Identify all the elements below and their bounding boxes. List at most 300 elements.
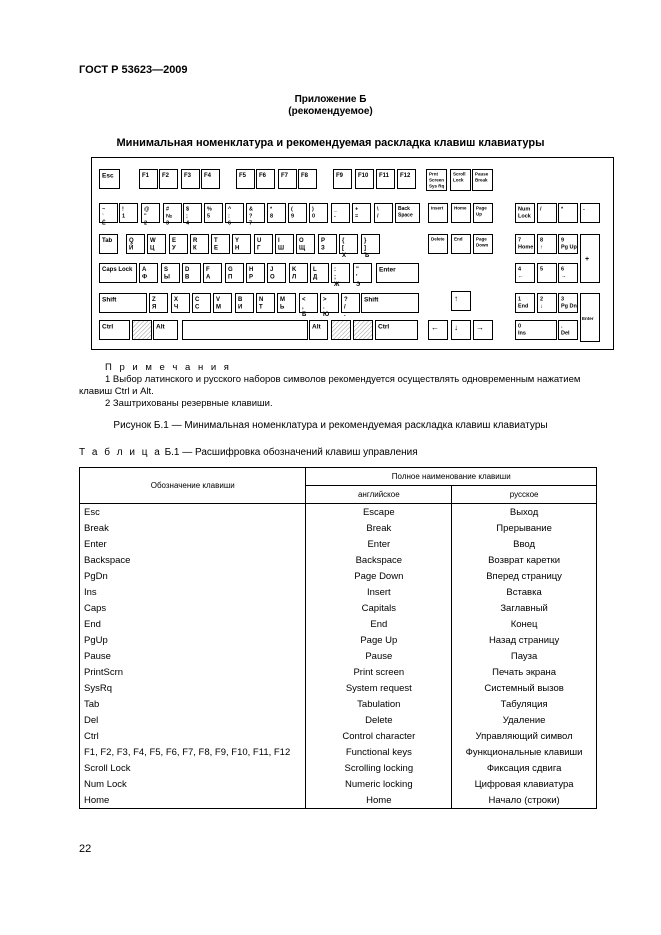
svg-text:Shift: Shift xyxy=(364,296,379,304)
svg-text:]: ] xyxy=(364,245,366,252)
svg-text:?: ? xyxy=(249,213,253,220)
reserved-key xyxy=(133,321,152,340)
svg-text:M: M xyxy=(280,297,285,303)
svg-text:Ц: Ц xyxy=(150,245,155,252)
function-key xyxy=(237,170,255,189)
english-cell: Page Up xyxy=(306,632,452,648)
svg-text:Home: Home xyxy=(454,205,467,211)
russian-cell: Конец xyxy=(452,616,597,632)
english-cell: Print screen xyxy=(306,664,452,680)
svg-text:Sys Rq: Sys Rq xyxy=(429,183,445,189)
letter-key xyxy=(276,235,294,254)
numpad-key xyxy=(516,235,535,254)
key-cell: Ctrl xyxy=(80,728,306,744)
svg-text:Q: Q xyxy=(129,238,134,244)
key-cell: Break xyxy=(80,520,306,536)
english-cell: Backspace xyxy=(306,552,452,568)
function-key xyxy=(182,170,200,189)
table-row xyxy=(80,792,597,809)
key-cell: PrintScrn xyxy=(80,664,306,680)
russian-cell: Заглавный xyxy=(452,600,597,616)
svg-text:↑: ↑ xyxy=(540,244,543,251)
note-1-line-1: 1 Выбор латинского и русского наборов символов рекомендуется осуществлять одновременным нажатием xyxy=(105,374,581,385)
svg-text:#: # xyxy=(166,206,170,213)
digit-key xyxy=(268,204,286,223)
navigation-key xyxy=(452,204,471,223)
svg-text:F11: F11 xyxy=(379,173,390,179)
english-cell: Capitals xyxy=(306,600,452,616)
numpad-key xyxy=(516,204,535,223)
letter-key xyxy=(290,264,308,283)
svg-text:Ё: Ё xyxy=(102,220,106,227)
page-number: 22 xyxy=(79,843,92,855)
svg-text:Back: Back xyxy=(398,206,410,212)
letter-key xyxy=(183,264,201,283)
svg-text:": " xyxy=(356,267,359,273)
russian-cell: Функциональные клавиши xyxy=(452,744,597,760)
svg-text:R: R xyxy=(193,238,198,244)
function-key xyxy=(140,170,158,189)
letter-key xyxy=(214,294,232,313)
navigation-key xyxy=(474,235,493,254)
digit-key xyxy=(289,204,307,223)
svg-text:Lock: Lock xyxy=(518,213,531,220)
key-cell: PgDn xyxy=(80,568,306,584)
numpad-key xyxy=(516,294,535,313)
arrow-right-key xyxy=(474,321,493,340)
svg-text:}: } xyxy=(364,238,367,244)
numpad-plus-label: + xyxy=(585,256,590,263)
table-caption-prefix: Т а б л и ц а xyxy=(79,447,162,458)
svg-text:И: И xyxy=(238,304,243,311)
digit-key xyxy=(332,204,350,223)
svg-text:&: & xyxy=(249,206,253,213)
svg-text:Pg Up: Pg Up xyxy=(561,244,577,251)
russian-cell: Вставка xyxy=(452,584,597,600)
svg-text:X: X xyxy=(174,297,179,303)
keyboard-layout-figure xyxy=(91,157,614,350)
svg-text:+: + xyxy=(355,206,359,213)
svg-text:Z: Z xyxy=(152,297,156,303)
svg-text:F8: F8 xyxy=(301,173,309,179)
svg-text:1: 1 xyxy=(122,213,126,220)
svg-text:G: G xyxy=(228,267,233,273)
svg-text:~: ~ xyxy=(102,206,106,213)
svg-text:W: W xyxy=(150,238,156,244)
svg-text:.: . xyxy=(561,323,563,330)
svg-text:1: 1 xyxy=(518,296,522,303)
numpad-dot-key xyxy=(559,321,578,340)
table-row xyxy=(80,520,597,536)
letter-key xyxy=(233,235,251,254)
key-cell: F1, F2, F3, F4, F5, F6, F7, F8, F9, F10, F11, F12 xyxy=(80,744,306,760)
numpad-plus-key xyxy=(581,235,600,283)
svg-text:*: * xyxy=(561,206,564,213)
letter-key xyxy=(172,294,190,313)
svg-text:(: ( xyxy=(291,206,293,213)
svg-text:F12: F12 xyxy=(400,173,411,179)
svg-text:Ф: Ф xyxy=(142,274,148,281)
svg-text:O: O xyxy=(299,238,304,244)
svg-text:': ' xyxy=(356,274,358,281)
svg-text:Ж: Ж xyxy=(334,282,340,288)
table-caption xyxy=(79,447,418,458)
function-key xyxy=(377,170,395,189)
svg-text:Lock: Lock xyxy=(453,177,464,183)
note-1-line-2: клавиш Ctrl и Alt. xyxy=(79,386,154,397)
svg-text:F9: F9 xyxy=(336,173,344,179)
arrow-down-key xyxy=(452,321,471,340)
svg-text:-: - xyxy=(583,206,585,213)
header-russian: русское xyxy=(452,486,597,504)
russian-cell: Прерывание xyxy=(452,520,597,536)
svg-text:Е: Е xyxy=(214,245,219,252)
table-caption-text: Б.1 — Расшифровка обозначений клавиш управления xyxy=(164,447,418,458)
svg-text:): ) xyxy=(312,206,314,213)
russian-cell: Ввод xyxy=(452,536,597,552)
svg-text:D: D xyxy=(185,267,190,273)
svg-text:Page: Page xyxy=(476,236,487,242)
svg-text:/: / xyxy=(344,304,346,311)
reserved-key xyxy=(354,321,373,340)
svg-text:L: L xyxy=(313,267,317,273)
svg-text:7: 7 xyxy=(249,220,253,227)
svg-text:*: * xyxy=(270,206,273,213)
english-cell: Delete xyxy=(306,712,452,728)
letter-key xyxy=(140,264,158,283)
function-key xyxy=(257,170,275,189)
key-cell: End xyxy=(80,616,306,632)
svg-text:Alt: Alt xyxy=(156,323,165,331)
svg-text:Home: Home xyxy=(518,244,534,251)
svg-text:8: 8 xyxy=(270,213,274,220)
letter-key xyxy=(127,235,145,254)
svg-text:F: F xyxy=(206,267,210,273)
backspace-key xyxy=(396,204,420,223)
table-row xyxy=(80,744,597,760)
enter-key xyxy=(377,264,419,283)
svg-text:Ч: Ч xyxy=(174,304,179,311)
note-2: 2 Заштрихованы резервные клавиши. xyxy=(105,398,273,409)
svg-text:Num: Num xyxy=(518,206,531,213)
svg-text:[: [ xyxy=(342,245,344,252)
navigation-key xyxy=(429,235,448,254)
table-row xyxy=(80,664,597,680)
svg-text:P: P xyxy=(321,238,326,244)
svg-text:/: / xyxy=(377,213,379,220)
svg-text:$: $ xyxy=(186,206,190,213)
letter-key xyxy=(268,264,286,283)
table-row xyxy=(80,760,597,776)
svg-text:4: 4 xyxy=(518,266,522,273)
document-id: ГОСТ Р 53623—2009 xyxy=(79,64,188,76)
svg-text:`: ` xyxy=(102,213,104,220)
letter-key xyxy=(236,294,254,313)
svg-text:F4: F4 xyxy=(204,173,212,179)
right-alt-key xyxy=(310,321,328,340)
svg-text:End: End xyxy=(518,303,529,310)
right-ctrl-key xyxy=(376,321,418,340)
english-cell: Pause xyxy=(306,648,452,664)
digit-key xyxy=(205,204,223,223)
arrow-up-key xyxy=(452,292,471,311)
english-cell: Functional keys xyxy=(306,744,452,760)
english-cell: Break xyxy=(306,520,452,536)
svg-text:Б: Б xyxy=(302,312,307,318)
key-cell: Num Lock xyxy=(80,776,306,792)
english-cell: Escape xyxy=(306,504,452,521)
svg-text:B: B xyxy=(238,297,243,303)
svg-text:@: @ xyxy=(144,206,150,213)
numpad-zero-key xyxy=(516,321,557,340)
english-cell: Tabulation xyxy=(306,696,452,712)
svg-text:Щ: Щ xyxy=(299,245,306,252)
svg-text:Ъ: Ъ xyxy=(364,253,370,259)
numpad-key xyxy=(538,204,557,223)
svg-text:Л: Л xyxy=(292,274,297,281)
svg-text:Caps Lock: Caps Lock xyxy=(102,267,133,273)
key-cell: Scroll Lock xyxy=(80,760,306,776)
svg-text:_: _ xyxy=(334,206,338,213)
svg-text:A: A xyxy=(142,267,147,273)
svg-text:Х: Х xyxy=(342,253,347,259)
svg-text:.: . xyxy=(344,312,346,318)
numpad-key xyxy=(516,264,535,283)
function-key xyxy=(279,170,297,189)
russian-cell: Печать экрана xyxy=(452,664,597,680)
svg-text:4: 4 xyxy=(186,220,190,227)
svg-text:Pg Dn: Pg Dn xyxy=(561,303,577,310)
svg-text:Й: Й xyxy=(129,245,134,252)
svg-text:↓: ↓ xyxy=(454,323,458,332)
numpad-key xyxy=(559,264,578,283)
letter-key xyxy=(170,235,188,254)
esc-key xyxy=(100,170,120,189)
svg-text:Delete: Delete xyxy=(431,236,445,242)
english-cell: Home xyxy=(306,792,452,809)
svg-text:←: ← xyxy=(431,323,439,332)
key-designations-table xyxy=(79,467,597,809)
english-cell: Enter xyxy=(306,536,452,552)
numpad-key xyxy=(559,294,578,313)
svg-text:Break: Break xyxy=(475,177,488,183)
svg-text:/: / xyxy=(540,206,542,213)
key-cell: Esc xyxy=(80,504,306,521)
function-key xyxy=(160,170,178,189)
key-cell: Del xyxy=(80,712,306,728)
table-row xyxy=(80,616,597,632)
table-row xyxy=(80,712,597,728)
numpad-key xyxy=(538,235,557,254)
header-full-name: Полное наименование клавиши xyxy=(306,468,597,486)
english-cell: Control character xyxy=(306,728,452,744)
svg-text:-: - xyxy=(334,213,336,220)
svg-text:8: 8 xyxy=(540,237,544,244)
svg-text:→: → xyxy=(561,273,567,280)
svg-text:>: > xyxy=(323,297,327,303)
table-row xyxy=(80,776,597,792)
table-row xyxy=(80,568,597,584)
svg-text:F1: F1 xyxy=(142,173,150,179)
table-row xyxy=(80,600,597,616)
table-row xyxy=(80,648,597,664)
svg-text:6: 6 xyxy=(228,220,232,227)
svg-text:5: 5 xyxy=(207,213,211,220)
svg-text:,: , xyxy=(302,304,304,311)
caps-lock-key xyxy=(100,264,137,283)
key-cell: Pause xyxy=(80,648,306,664)
pause-key xyxy=(473,170,493,191)
function-key xyxy=(356,170,374,189)
svg-text:Shift: Shift xyxy=(102,296,117,304)
key-cell: Caps xyxy=(80,600,306,616)
svg-text:←: ← xyxy=(518,273,524,280)
english-cell: Scrolling locking xyxy=(306,760,452,776)
svg-text:=: = xyxy=(355,213,359,220)
digit-key xyxy=(120,204,138,223)
svg-text:3: 3 xyxy=(166,220,170,227)
svg-text:В: В xyxy=(185,274,190,281)
key-cell: Home xyxy=(80,792,306,809)
svg-text:.: . xyxy=(323,304,325,311)
svg-text:Down: Down xyxy=(476,242,489,248)
svg-text:F7: F7 xyxy=(281,173,289,179)
table-row xyxy=(80,680,597,696)
key-cell: Ins xyxy=(80,584,306,600)
svg-text:Ctrl: Ctrl xyxy=(378,323,390,331)
letter-key xyxy=(247,264,265,283)
svg-text:3: 3 xyxy=(561,296,565,303)
letter-key xyxy=(204,264,222,283)
key-cell: Enter xyxy=(80,536,306,552)
svg-text:%: % xyxy=(207,206,212,213)
svg-text:0: 0 xyxy=(518,323,522,330)
svg-text:П: П xyxy=(228,274,233,281)
svg-text:Г: Г xyxy=(257,245,261,252)
svg-text:F6: F6 xyxy=(259,173,267,179)
svg-text:2: 2 xyxy=(144,220,148,227)
svg-text:": " xyxy=(144,213,147,220)
svg-text:Insert: Insert xyxy=(431,205,444,211)
russian-cell: Системный вызов xyxy=(452,680,597,696)
svg-text:Э: Э xyxy=(356,282,361,288)
svg-text:0: 0 xyxy=(312,213,316,220)
svg-text:S: S xyxy=(164,267,169,273)
letter-key xyxy=(257,294,275,313)
svg-text:2: 2 xyxy=(540,296,544,303)
header-key-designation: Обозначение клавиши xyxy=(80,468,306,504)
letter-key xyxy=(297,235,315,254)
svg-text:→: → xyxy=(476,323,484,332)
figure-caption: Рисунок Б.1 — Минимальная номенклатура и рекомендуемая раскладка клавиш клавиатуры xyxy=(113,420,548,431)
svg-text:Pause: Pause xyxy=(475,171,489,177)
svg-text:Р: Р xyxy=(249,274,254,281)
print-screen-key xyxy=(427,170,447,191)
key-cell: Tab xyxy=(80,696,306,712)
russian-cell: Назад страницу xyxy=(452,632,597,648)
russian-cell: Пауза xyxy=(452,648,597,664)
left-ctrl-key xyxy=(100,321,130,340)
svg-text:Y: Y xyxy=(235,238,240,244)
numpad-key xyxy=(538,264,557,283)
russian-cell: Возврат каретки xyxy=(452,552,597,568)
svg-text:5: 5 xyxy=(540,266,544,273)
russian-cell: Вперед страницу xyxy=(452,568,597,584)
svg-text:F2: F2 xyxy=(162,173,170,179)
letter-key xyxy=(212,235,230,254)
russian-cell: Фиксация сдвига xyxy=(452,760,597,776)
appendix-title: Приложение Б xyxy=(294,94,367,105)
function-key xyxy=(202,170,220,189)
svg-text:Screen: Screen xyxy=(429,177,445,183)
svg-text:I: I xyxy=(278,238,280,244)
function-key xyxy=(398,170,416,189)
svg-text:Д: Д xyxy=(313,274,318,281)
svg-text:N: N xyxy=(259,297,264,303)
letter-key xyxy=(193,294,211,313)
svg-text:K: K xyxy=(292,267,297,273)
table-row xyxy=(80,632,597,648)
svg-text:^: ^ xyxy=(228,206,232,213)
figure-title: Минимальная номенклатура и рекомендуемая раскладка клавиш клавиатуры xyxy=(116,137,545,149)
svg-text:<: < xyxy=(302,297,306,303)
svg-text:Tab: Tab xyxy=(102,238,113,244)
svg-text:End: End xyxy=(454,236,463,242)
svg-text:9: 9 xyxy=(561,237,565,244)
numpad-key xyxy=(559,204,578,223)
svg-text:№: № xyxy=(166,213,173,220)
svg-text:↓: ↓ xyxy=(540,303,543,310)
navigation-key xyxy=(429,204,448,223)
letter-key xyxy=(162,264,180,283)
function-key xyxy=(299,170,317,189)
letter-key xyxy=(191,235,209,254)
numpad-enter-label: Enter xyxy=(582,316,594,321)
svg-text:Page: Page xyxy=(476,205,487,211)
svg-text:Space: Space xyxy=(398,212,413,219)
svg-text:Т: Т xyxy=(259,304,263,311)
tab-key xyxy=(100,235,118,254)
svg-text:T: T xyxy=(214,238,218,244)
russian-cell: Табуляция xyxy=(452,696,597,712)
appendix-subtitle: (рекомендуемое) xyxy=(288,106,373,117)
svg-text:Esc: Esc xyxy=(102,172,114,180)
function-key xyxy=(334,170,352,189)
digit-key xyxy=(375,204,393,223)
svg-text:Ы: Ы xyxy=(164,274,170,281)
english-cell: Insert xyxy=(306,584,452,600)
svg-text:Up: Up xyxy=(476,211,482,217)
english-cell: System request xyxy=(306,680,452,696)
svg-text:F5: F5 xyxy=(239,173,247,179)
svg-text:С: С xyxy=(195,304,200,311)
svg-text:Ю: Ю xyxy=(323,312,330,318)
svg-text:?: ? xyxy=(344,297,348,303)
table-row xyxy=(80,504,597,521)
svg-text:Scroll: Scroll xyxy=(453,171,466,177)
english-cell: Page Down xyxy=(306,568,452,584)
svg-text:Ь: Ь xyxy=(280,304,285,311)
svg-text:;: ; xyxy=(186,213,188,220)
navigation-key xyxy=(452,235,471,254)
svg-text:E: E xyxy=(172,238,177,244)
svg-text:У: У xyxy=(172,245,176,252)
svg-text:U: U xyxy=(257,238,262,244)
numpad-key xyxy=(538,294,557,313)
arrow-left-key xyxy=(429,321,448,340)
svg-text:А: А xyxy=(206,274,211,281)
letter-key xyxy=(278,294,296,313)
